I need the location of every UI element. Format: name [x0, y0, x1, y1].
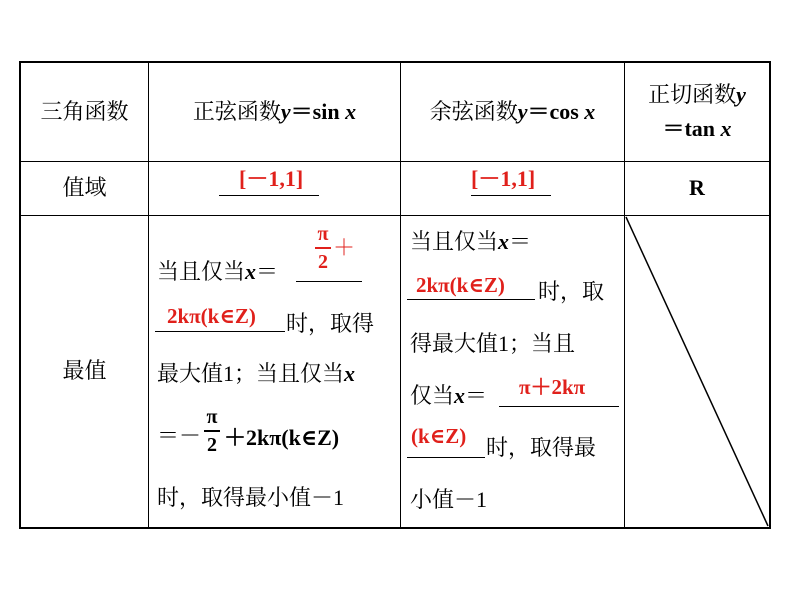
header-trig-function	[21, 63, 148, 161]
cos-ext-line4	[410, 379, 487, 410]
tan-range-value: R	[689, 175, 705, 201]
range-label: 值域	[62, 175, 107, 201]
sin-ext-line4-pre: ＝－	[157, 423, 202, 448]
cos-ext-text4: 仅当	[410, 383, 455, 408]
cos-ext-blank1	[407, 299, 535, 300]
tan-extrema-diagonal	[625, 216, 769, 527]
tan-range-cell	[625, 162, 769, 215]
sin-ans-pi: π	[317, 223, 329, 245]
sin-ext-line1	[157, 255, 278, 286]
cos-ext-blank3	[407, 457, 485, 458]
sin-frac-num: π	[206, 406, 218, 428]
cos-ext-eq1: ＝	[509, 229, 532, 254]
sin-ext-line3	[157, 357, 355, 388]
cos-eq: ＝cos	[527, 98, 585, 124]
cos-ext-line5-tail: 时，取得最	[486, 435, 597, 460]
cos-ext-line3: 得最大值1；当且	[410, 331, 576, 356]
sin-ext-line4-post: ＋2kπ(k∈Z)	[224, 425, 340, 450]
cos-ext-answer2b: (k∈Z)	[411, 424, 467, 448]
sin-ext-answer-plus: ＋	[333, 235, 356, 260]
sin-ext-text1: 当且仅当	[157, 259, 246, 284]
cos-ext-line2-tail: 时，取	[538, 279, 605, 304]
header-tangent	[625, 63, 769, 161]
header-sin-label	[193, 99, 356, 125]
cos-ext-line6: 小值－1	[410, 487, 488, 512]
header-cos-label	[430, 99, 596, 125]
extrema-label: 最值	[62, 358, 107, 384]
cos-ext-x1: x	[498, 229, 510, 254]
cos-prefix: 余弦函数	[429, 98, 518, 124]
tan-eq: ＝tan	[662, 116, 721, 141]
sin-ext-line4	[157, 419, 201, 450]
cos-ext-answer2a: π＋2kπ	[519, 375, 586, 399]
header-sine	[149, 63, 400, 161]
sin-y: y	[280, 98, 291, 124]
cos-ext-line1	[410, 225, 531, 256]
tan-line1	[648, 78, 746, 112]
cos-range-blank	[471, 195, 551, 196]
cos-ext-eq4: ＝	[465, 383, 488, 408]
sin-ext-eq1: ＝	[256, 259, 279, 284]
sin-ext-line5: 时，取得最小值－1	[157, 485, 345, 510]
cos-range-answer: [－1,1]	[471, 166, 536, 191]
cos-ext-blank2	[499, 406, 619, 407]
tan-line2	[662, 112, 731, 146]
trig-table	[19, 61, 771, 529]
sin-frac-den: 2	[207, 433, 217, 456]
sin-x: x	[345, 98, 357, 124]
sin-ext-x1: x	[245, 259, 257, 284]
cos-ext-text1: 当且仅当	[410, 229, 499, 254]
sin-range-blank	[219, 195, 319, 196]
table-border-right	[769, 61, 771, 529]
sin-eq: ＝sin	[290, 98, 346, 124]
sin-ext-text3: 最大值1；当且仅当	[157, 361, 345, 386]
sin-prefix: 正弦函数	[192, 98, 281, 124]
sin-range-answer: [－1,1]	[239, 166, 304, 191]
header-cosine	[401, 63, 624, 161]
sin-ext-answer-frac	[315, 224, 331, 272]
sin-ext-answer-line2: 2kπ(k∈Z)	[167, 304, 256, 328]
sin-ext-blank1	[296, 281, 362, 282]
tan-x: x	[720, 116, 732, 141]
header-col1-label: 三角函数	[40, 98, 129, 124]
tan-y: y	[736, 81, 746, 107]
sin-ext-line2-tail: 时，取得	[286, 311, 375, 336]
range-label-cell	[21, 162, 148, 215]
sin-ext-x3: x	[344, 361, 356, 386]
sin-ext-blank2	[155, 331, 285, 332]
tan-prefix: 正切函数	[648, 81, 737, 107]
cos-ext-x4: x	[454, 383, 466, 408]
cos-x: x	[584, 98, 596, 124]
extrema-label-cell	[21, 216, 148, 527]
cos-y: y	[517, 98, 528, 124]
sin-ans-den: 2	[318, 250, 328, 273]
cos-ext-answer1: 2kπ(k∈Z)	[416, 273, 505, 297]
table-border-bottom	[19, 527, 771, 529]
sin-ext-frac	[204, 407, 220, 455]
